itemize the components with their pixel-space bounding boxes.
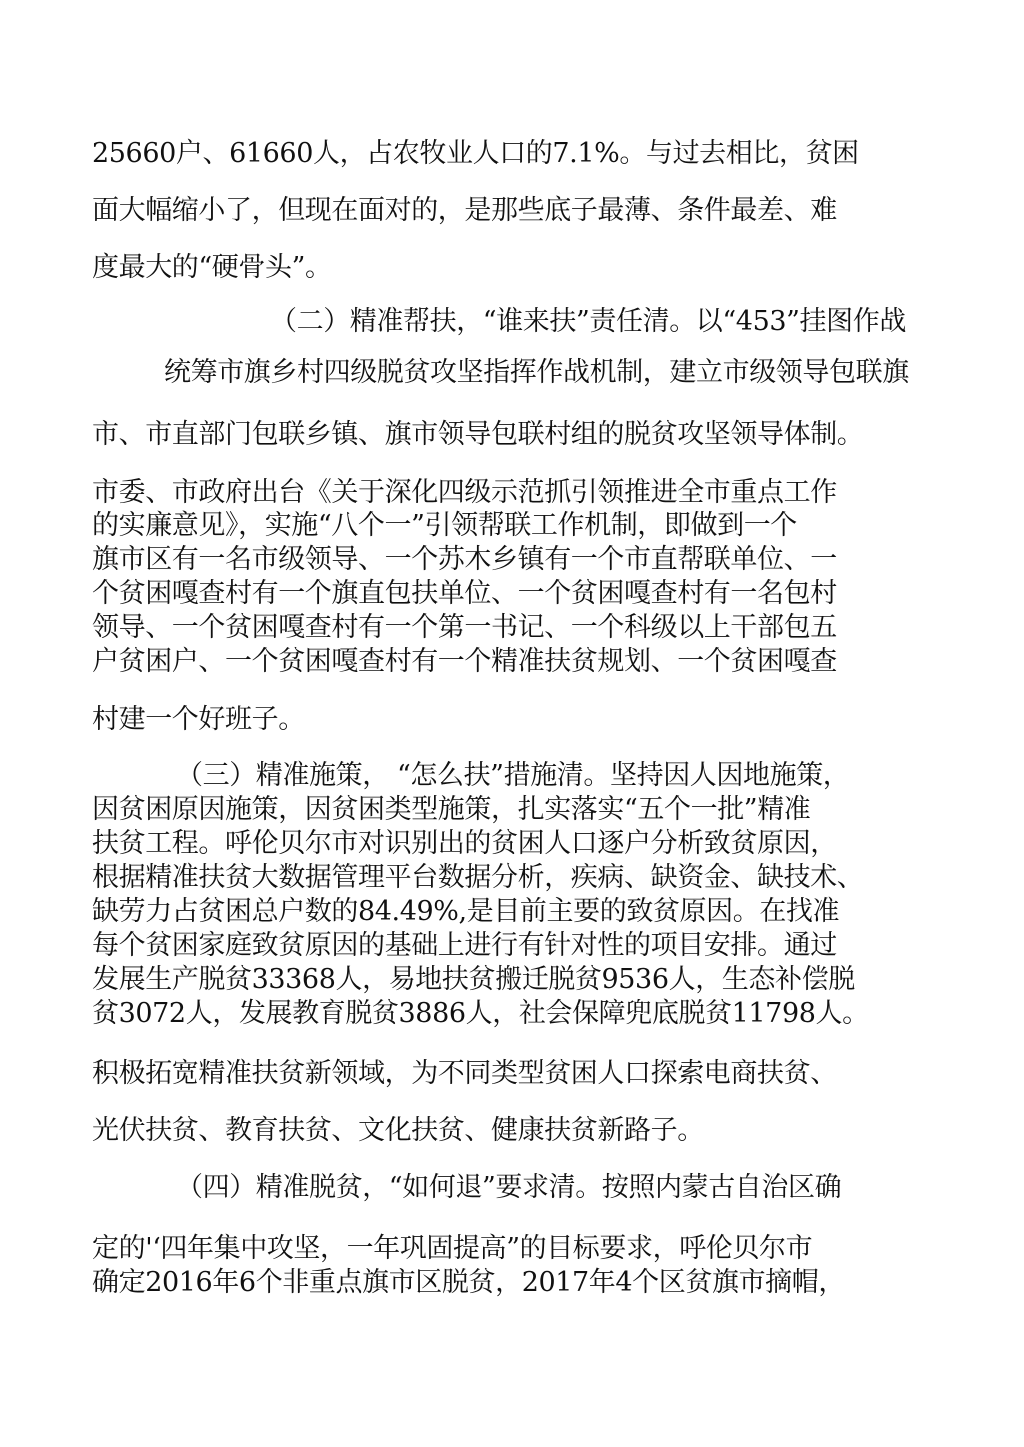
text-line: 统筹市旗乡村四级脱贫攻坚指挥作战机制，建立市级领导包联旗 (164, 357, 909, 388)
section-four-heading: （四）精准脱贫，“如何退”要求清。按照内蒙古自治区确 (176, 1172, 842, 1203)
text-line: 缺劳力占贫困总户数的84.49%,是目前主要的致贫原因。在找准 (92, 896, 840, 927)
text-line: 的实廉意见》，实施“八个一”引领帮联工作机制，即做到一个 (92, 510, 797, 541)
text-line: 村建一个好班子。 (92, 704, 305, 735)
text-line: 市、市直部门包联乡镇、旗市领导包联村组的脱贫攻坚领导体制。 (92, 419, 864, 450)
text-line: 市委、市政府出台《关于深化四级示范抓引领推进全市重点工作 (92, 477, 837, 508)
text-line: 定的'‘四年集中攻坚，一年巩固提高”的目标要求，呼伦贝尔市 (92, 1233, 813, 1264)
text-line: 面大幅缩小了，但现在面对的，是那些底子最薄、条件最差、难 (92, 195, 837, 226)
text-line: 根据精准扶贫大数据管理平台数据分析，疾病、缺资金、缺技术、 (92, 862, 864, 893)
text-line: 度最大的“硬骨头”。 (92, 252, 332, 283)
text-line: 25660户、61660人，占农牧业人口的7.1%。与过去相比，贫困 (92, 138, 859, 169)
text-line: 旗市区有一名市级领导、一个苏木乡镇有一个市直帮联单位、一 (92, 544, 837, 575)
text-line: 确定2016年6个非重点旗市区脱贫，2017年4个区贫旗市摘帽， (92, 1267, 845, 1298)
section-two-heading: （二）精准帮扶，“谁来扶”责任清。以“453”挂图作战 (270, 306, 906, 337)
text-line: 光伏扶贫、教育扶贫、文化扶贫、健康扶贫新路子。 (92, 1115, 704, 1146)
section-three-heading: （三）精准施策， “怎么扶”措施清。坚持因人因地施策， (176, 760, 850, 791)
text-line: 领导、一个贫困嘎查村有一个第一书记、一个科级以上干部包五 (92, 612, 837, 643)
text-line: 发展生产脱贫33368人，易地扶贫搬迁脱贫9536人，生态补偿脱 (92, 964, 855, 995)
text-line: 贫3072人，发展教育脱贫3886人，社会保障兜底脱贫11798人。 (92, 998, 869, 1029)
text-line: 积极拓宽精准扶贫新领域，为不同类型贫困人口探索电商扶贫、 (92, 1058, 837, 1089)
text-line: 个贫困嘎查村有一个旗直包扶单位、一个贫困嘎查村有一名包村 (92, 578, 837, 609)
text-line: 每个贫困家庭致贫原因的基础上进行有针对性的项目安排。通过 (92, 930, 837, 961)
text-line: 因贫困原因施策，因贫困类型施策，扎实落实“五个一批”精准 (92, 794, 811, 825)
text-line: 户贫困户、一个贫困嘎查村有一个精准扶贫规划、一个贫困嘎查 (92, 646, 837, 677)
text-line: 扶贫工程。呼伦贝尔市对识别出的贫困人口逐户分析致贫原因， (92, 828, 837, 859)
